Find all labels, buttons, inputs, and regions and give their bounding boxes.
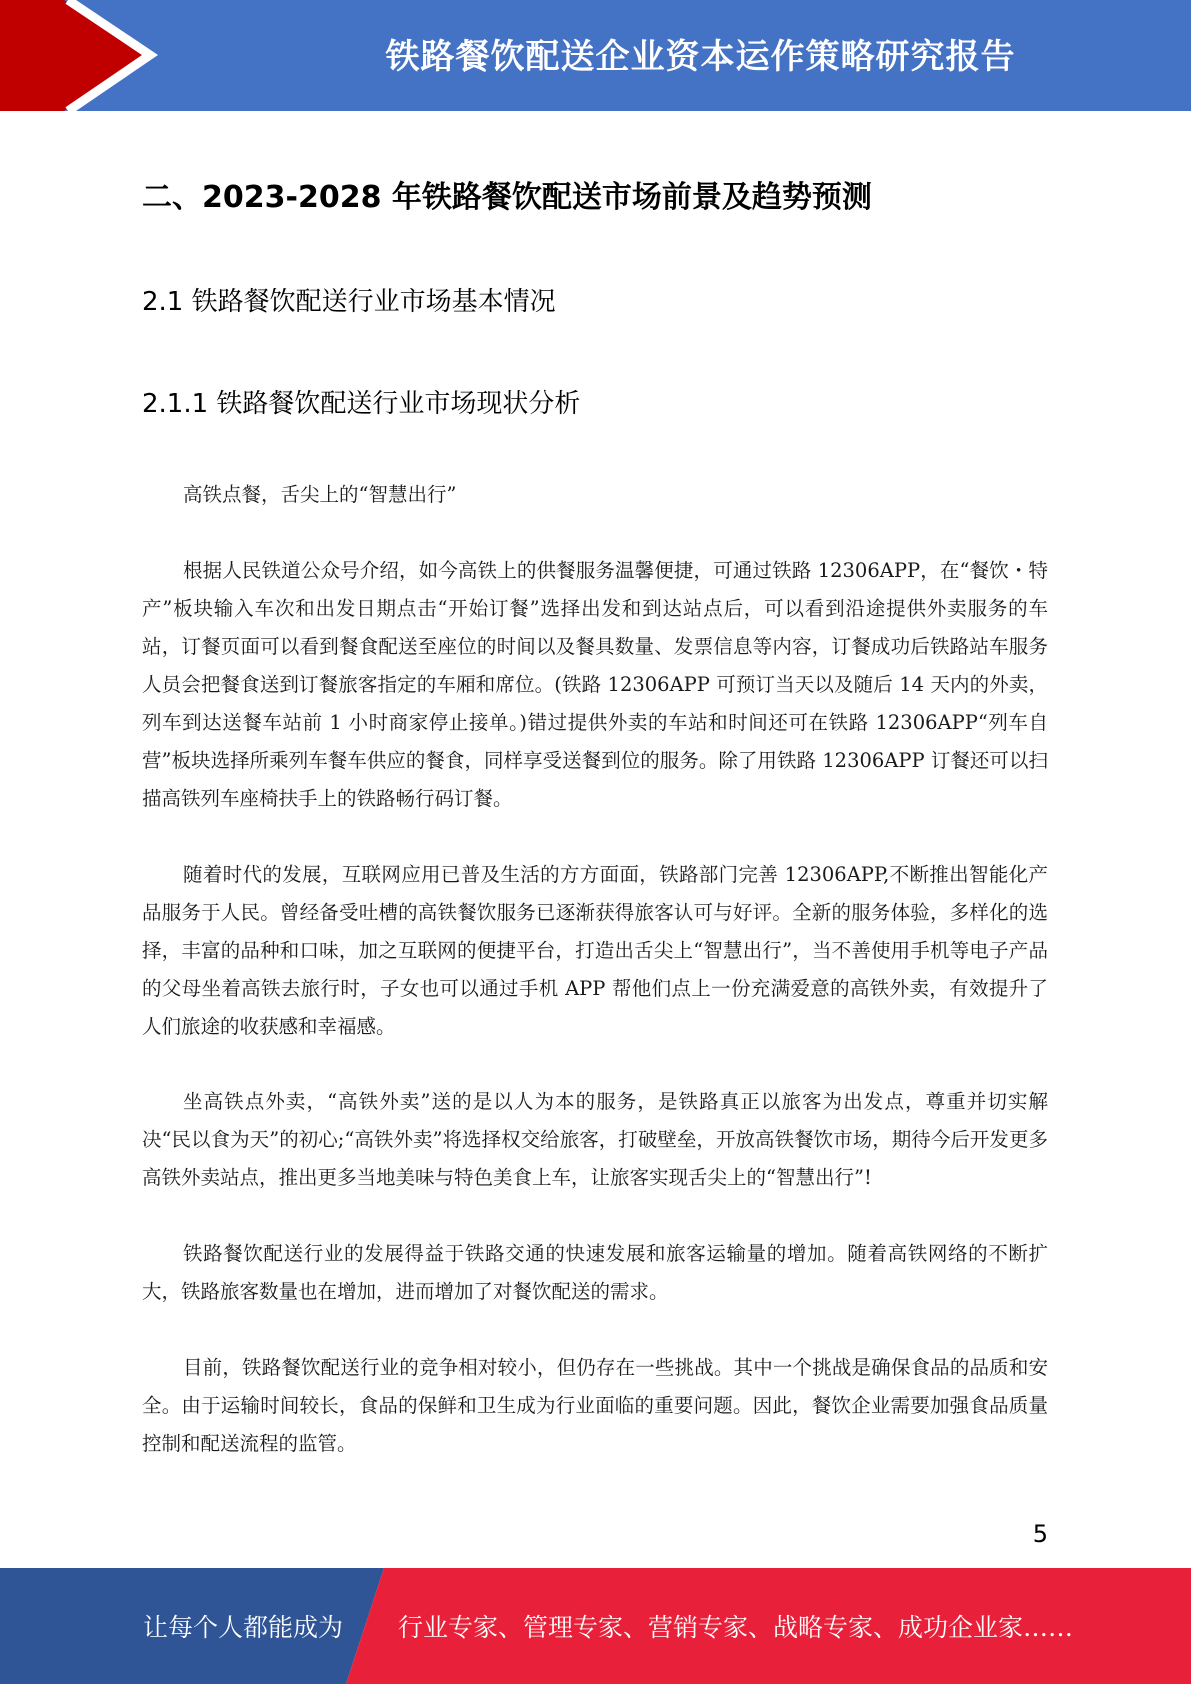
paragraph: 根据人民铁道公众号介绍，如今高铁上的供餐服务温馨便捷，可通过铁路 12306APP，在“餐饮・特产”板块输入车次和出发日期点击“开始订餐”选择出发和到达站点后，可以看到沿途提供外卖服务的车站，订餐页面可以看到餐食配送至座位的时间以及餐具数量、发票信息等内容，订餐成功后铁路站车服务人员会把餐食送到订餐旅客指定的车厢和席位。(铁路 12306APP 可预订当天以及随后 14 天内的外卖，列车到达送餐车站前 1 小时商家停止接单。)错过提供外卖的车站和时间还可在铁路 12306APP“列车自营”板块选择所乘列车餐车供应的餐食，同样享受送餐到位的服务。除了用铁路 12306APP 订餐还可以扫描高铁列车座椅扶手上的铁路畅行码订餐。 [142, 559, 1048, 810]
footer-banner [0, 1568, 1191, 1684]
paragraph: 铁路餐饮配送行业的发展得益于铁路交通的快速发展和旅客运输量的增加。随着高铁网络的不断扩大，铁路旅客数量也在增加，进而增加了对餐饮配送的需求。 [142, 1242, 1048, 1303]
footer-slogan-left: 让每个人都能成为 [143, 1613, 344, 1642]
section-heading: 二、2023-2028 年铁路餐饮配送市场前景及趋势预测 [142, 180, 872, 215]
paragraph: 高铁点餐，舌尖上的“智慧出行” [183, 483, 457, 506]
subsection-heading: 2.1 铁路餐饮配送行业市场基本情况 [142, 287, 556, 317]
paragraph: 坐高铁点外卖，“高铁外卖”送的是以人为本的服务，是铁路真正以旅客为出发点，尊重并切实解决“民以食为天”的初心;“高铁外卖”将选择权交给旅客，打破壁垒，开放高铁餐饮市场，期待今后开发更多高铁外卖站点，推出更多当地美味与特色美食上车，让旅客实现舌尖上的“智慧出行”! [142, 1090, 1048, 1189]
subsubsection-heading: 2.1.1 铁路餐饮配送行业市场现状分析 [142, 389, 581, 419]
header-banner [0, 0, 1191, 111]
report-title: 铁路餐饮配送企业资本运作策略研究报告 [385, 36, 1016, 77]
footer-slogan-right: 行业专家、管理专家、营销专家、战略专家、成功企业家…… [398, 1613, 1074, 1642]
paragraph: 目前，铁路餐饮配送行业的竞争相对较小，但仍存在一些挑战。其中一个挑战是确保食品的品质和安全。由于运输时间较长，食品的保鲜和卫生成为行业面临的重要问题。因此，餐饮企业需要加强食品质量控制和配送流程的监管。 [142, 1356, 1048, 1455]
page-number: 5 [1032, 1520, 1048, 1548]
paragraph: 随着时代的发展，互联网应用已普及生活的方方面面，铁路部门完善 12306APP,不断推出智能化产品服务于人民。曾经备受吐槽的高铁餐饮服务已逐渐获得旅客认可与好评。全新的服务体验，多样化的选择，丰富的品种和口味，加之互联网的便捷平台，打造出舌尖上“智慧出行”，当不善使用手机等电子产品的父母坐着高铁去旅行时，子女也可以通过手机 APP 帮他们点上一份充满爱意的高铁外卖，有效提升了人们旅途的收获感和幸福感。 [142, 863, 1048, 1038]
